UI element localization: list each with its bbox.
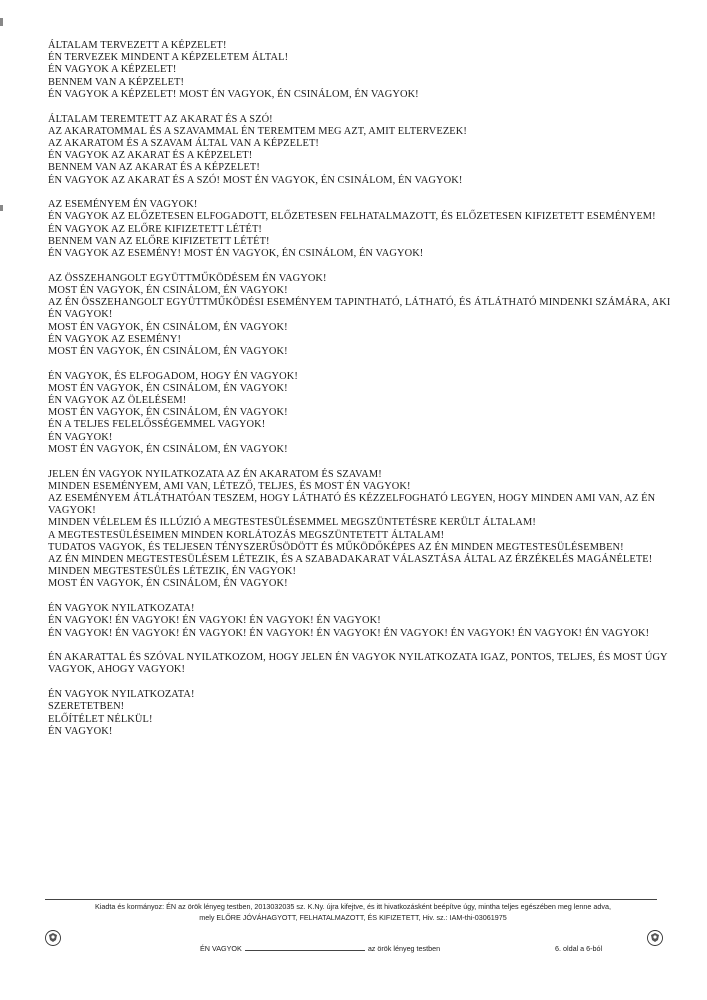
declaration-line: ÉN A TELJES FELELŐSSÉGEMMEL VAGYOK! [48,419,266,431]
seal-logo-icon [44,929,62,947]
declaration-line: AZ ÖSSZEHANGOLT EGYÜTTMŰKÖDÉSEM ÉN VAGYOK! [48,272,327,284]
declaration-line: MOST ÉN VAGYOK, ÉN CSINÁLOM, ÉN VAGYOK! [48,578,288,590]
signature-suffix: az örök lényeg testben [367,944,441,953]
declaration-line: MINDEN VÉLELEM ÉS ILLÚZIÓ A MEGTESTESÜLÉSEMMEL MEGSZÜNTETÉSRE KERÜLT ÁLTALAM! [48,517,536,529]
declaration-paragraph [48,652,678,676]
declaration-line: ÉN VAGYOK! ÉN VAGYOK! ÉN VAGYOK! ÉN VAGYOK! ÉN VAGYOK! [48,615,381,627]
declaration-line: MOST ÉN VAGYOK, ÉN CSINÁLOM, ÉN VAGYOK! [48,345,288,357]
declaration-line: ÉN VAGYOK, ÉS ELFOGADOM, HOGY ÉN VAGYOK! [48,370,298,382]
declaration-line: ÉN TERVEZEK MINDENT A KÉPZELETEM ÁLTAL! [48,52,289,64]
declaration-line: AZ ESEMÉNYEM ÉN VAGYOK! [48,199,198,211]
scan-edge-mark [0,18,3,26]
declaration-line: ÉN VAGYOK AZ AKARAT ÉS A KÉPZELET! [48,150,253,162]
declaration-line: ÉN VAGYOK NYILATKOZATA! [48,603,195,615]
declaration-line: AZ ÉN MINDEN MEGTESTESÜLÉSEM LÉTEZIK, ÉS A SZABADAKARAT VÁLASZTÁSA ÁLTAL AZ ÉRZÉKELÉS MAGÁNÉLETE! [48,554,653,566]
declaration-paragraph [48,273,678,358]
declaration-paragraph [48,469,678,591]
declaration-line: ÉN VAGYOK A KÉPZELET! [48,64,177,76]
footer-signature-line [200,944,580,953]
declaration-line: ÉN VAGYOK! ÉN VAGYOK! ÉN VAGYOK! ÉN VAGYOK! ÉN VAGYOK! ÉN VAGYOK! ÉN VAGYOK! ÉN VAGYOK! ÉN VAGYOK! [48,627,650,639]
declaration-line: ÉN VAGYOK AZ ELŐRE KIFIZETETT LÉTÉT! [48,223,262,235]
declaration-paragraph [48,114,678,187]
declaration-paragraph [48,40,678,101]
declaration-line: JELEN ÉN VAGYOK NYILATKOZATA AZ ÉN AKARATOM ÉS SZAVAM! [48,468,382,480]
declaration-line: BENNEM VAN AZ ELŐRE KIFIZETETT LÉTÉT! [48,235,270,247]
declaration-paragraph [48,199,678,260]
declaration-paragraph [48,603,678,640]
declaration-line: ÁLTALAM TERVEZETT A KÉPZELET! [48,40,227,51]
footer-approval-line: mely ELŐRE JÓVÁHAGYOTT, FELHATALMAZOTT, ÉS KIFIZETETT, Hiv. sz.: IAM-thi-03061975 [199,912,507,922]
declaration-line: ÉN VAGYOK NYILATKOZATA! [48,689,195,701]
declaration-line: MINDEN ESEMÉNYEM, AMI VAN, LÉTEZŐ, TELJES, ÉS MOST ÉN VAGYOK! [48,480,411,492]
declaration-line: ÉN VAGYOK AZ ELŐZETESEN ELFOGADOTT, ELŐZETESEN FELHATALMAZOTT, ÉS ELŐZETESEN KIFIZETETT ESEMÉNYEM! [48,211,656,223]
seal-logo-icon [646,929,664,947]
scan-edge-mark [0,205,3,211]
declaration-line: MOST ÉN VAGYOK, ÉN CSINÁLOM, ÉN VAGYOK! [48,407,288,419]
declaration-line: ÁLTALAM TEREMTETT AZ AKARAT ÉS A SZÓ! [48,113,273,125]
declaration-line: AZ AKARATOM ÉS A SZAVAM ÁLTAL VAN A KÉPZELET! [48,137,319,149]
declaration-line: AZ ÉN ÖSSZEHANGOLT EGYÜTTMŰKÖDÉSI ESEMÉNYEM TAPINTHATÓ, LÁTHATÓ, ÉS ÁTLÁTHATÓ MINDENKI SZÁMÁRA, AKI ÉN VAGYOK! [48,297,671,321]
declaration-line: A MEGTESTESÜLÉSEIMEN MINDEN KORLÁTOZÁS MEGSZÜNTETETT ÁLTALAM! [48,529,445,541]
declaration-line: ÉN VAGYOK AZ AKARAT ÉS A SZÓ! MOST ÉN VAGYOK, ÉN CSINÁLOM, ÉN VAGYOK! [48,174,463,186]
declaration-paragraph [48,689,678,738]
declaration-line: ÉN AKARATTAL ÉS SZÓVAL NYILATKOZOM, HOGY JELEN ÉN VAGYOK NYILATKOZATA IGAZ, PONTOS, TELJES, ÉS MOST ÚGY VAGYOK, AHOGY VAGYOK! [48,652,668,676]
declaration-line: MOST ÉN VAGYOK, ÉN CSINÁLOM, ÉN VAGYOK! [48,284,288,296]
footer-publisher-notice [28,902,678,923]
page-number: 6. oldal a 6-ból [555,944,603,953]
declaration-line: ÉN VAGYOK A KÉPZELET! MOST ÉN VAGYOK, ÉN CSINÁLOM, ÉN VAGYOK! [48,88,419,100]
declaration-line: ÉN VAGYOK AZ ÖLELÉSEM! [48,395,187,407]
signature-prefix: ÉN VAGYOK [200,944,242,953]
declaration-line: ELŐÍTÉLET NÉLKÜL! [48,713,153,725]
declaration-line: MOST ÉN VAGYOK, ÉN CSINÁLOM, ÉN VAGYOK! [48,382,288,394]
declaration-line: ÉN VAGYOK AZ ESEMÉNY! MOST ÉN VAGYOK, ÉN CSINÁLOM, ÉN VAGYOK! [48,248,424,260]
declaration-line: AZ ESEMÉNYEM ÁTLÁTHATÓAN TESZEM, HOGY LÁTHATÓ ÉS KÉZZELFOGHATÓ LEGYEN, HOGY MINDEN AMI VAN, AZ ÉN VAGYOK! [48,493,656,517]
footer-divider [45,899,657,900]
declaration-line: ÉN VAGYOK AZ ESEMÉNY! [48,333,182,345]
signature-blank [245,950,365,951]
declaration-line: MOST ÉN VAGYOK, ÉN CSINÁLOM, ÉN VAGYOK! [48,321,288,333]
declaration-line: BENNEM VAN AZ AKARAT ÉS A KÉPZELET! [48,162,260,174]
declaration-line: SZERETETBEN! [48,701,125,713]
declaration-line: MOST ÉN VAGYOK, ÉN CSINÁLOM, ÉN VAGYOK! [48,443,288,455]
declaration-body [48,40,678,750]
declaration-line: AZ AKARATOMMAL ÉS A SZAVAMMAL ÉN TEREMTEM MEG AZT, AMIT ELTERVEZEK! [48,125,467,137]
declaration-line: ÉN VAGYOK! [48,431,113,443]
declaration-paragraph [48,371,678,456]
declaration-line: MINDEN MEGTESTESÜLÉS LÉTEZIK, ÉN VAGYOK! [48,566,297,578]
declaration-line: BENNEM VAN A KÉPZELET! [48,76,185,88]
declaration-line: TUDATOS VAGYOK, ÉS TELJESEN TÉNYSZERŰSÖDÖTT ÉS MŰKÖDŐKÉPES AZ ÉN MINDEN MEGTESTESÜLÉSEMBEN! [48,541,624,553]
declaration-line: ÉN VAGYOK! [48,725,113,737]
footer-publisher-line: Kiadta és kormányoz: ÉN az örök lényeg testben, 2013032035 sz. K.Ny. újra kifejtve, és itt hivatkozásként beépítve úgy, mintha teljes egészében meg lenne adva, [95,902,611,911]
